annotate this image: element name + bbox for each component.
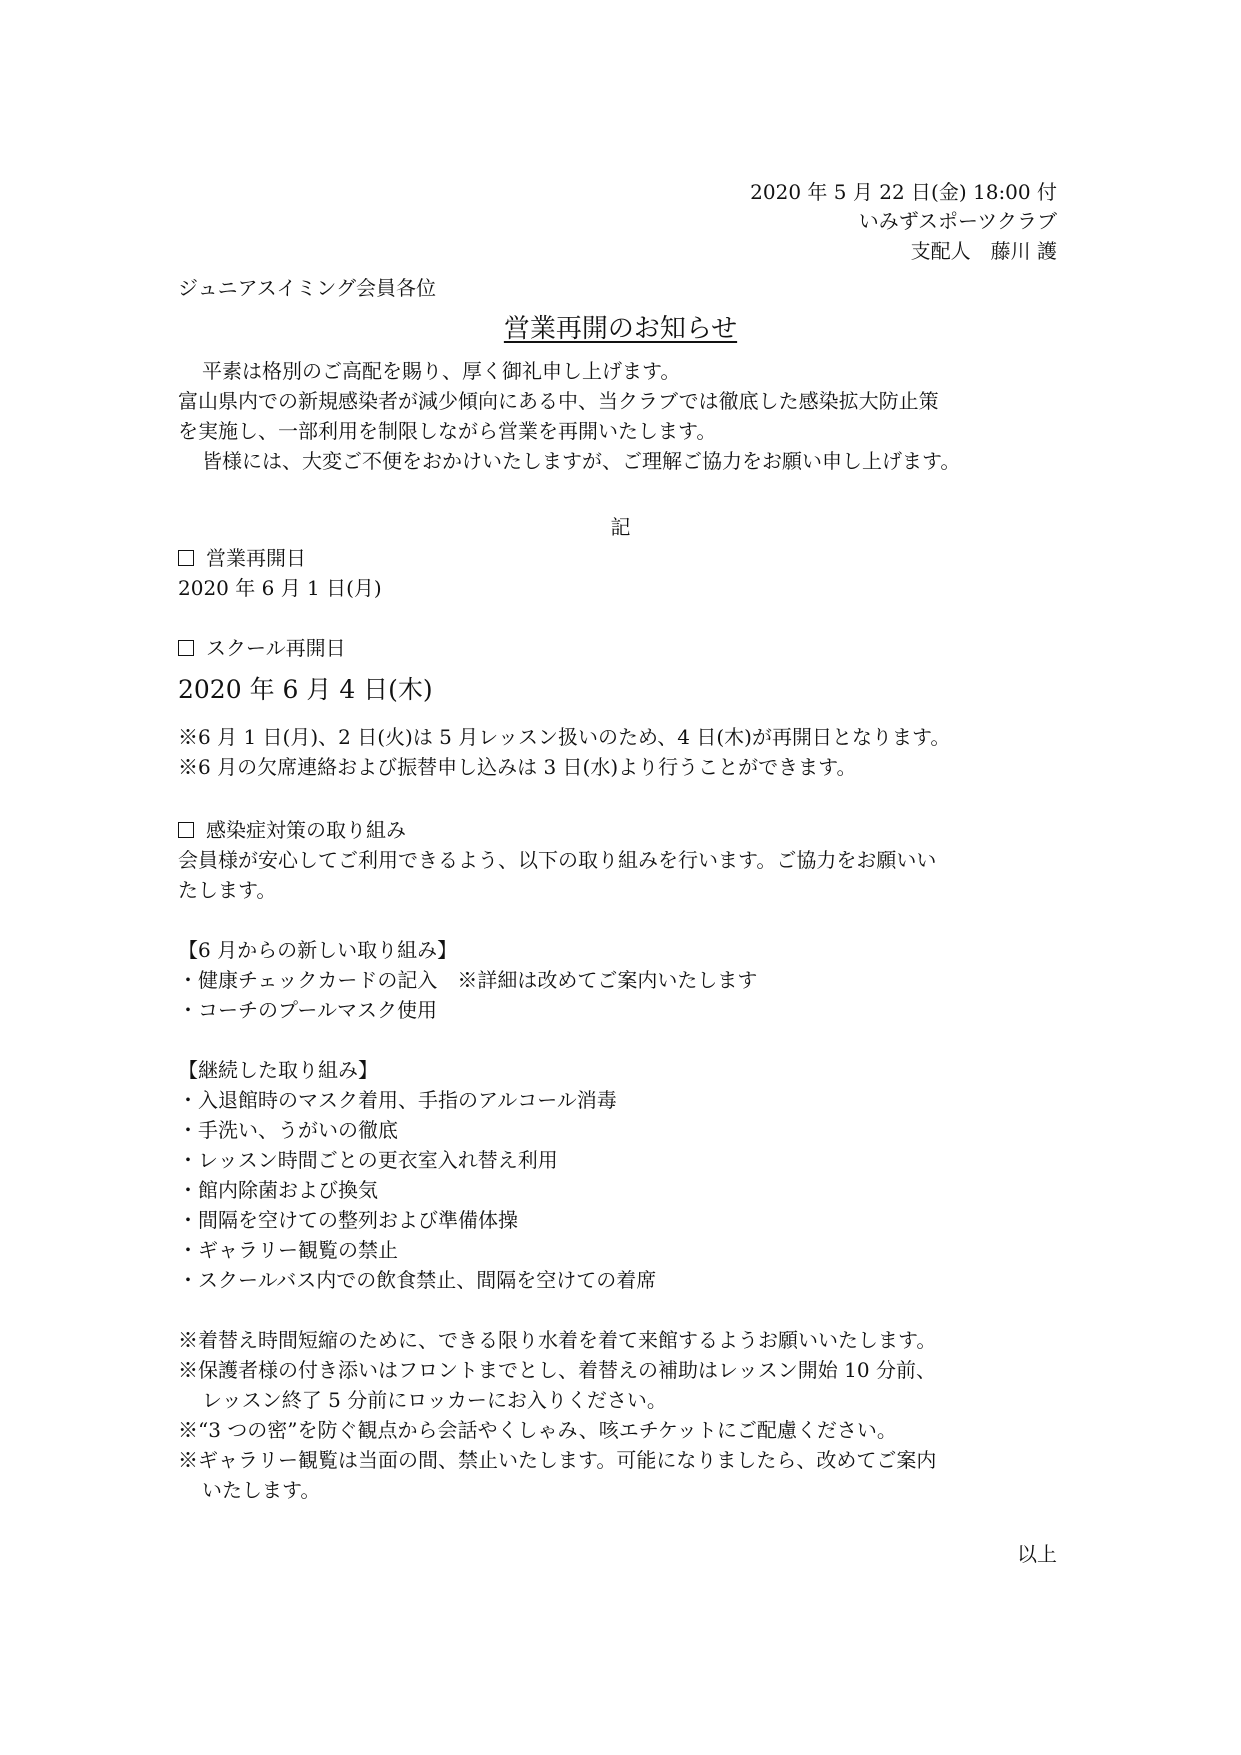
checkbox-icon [178, 550, 194, 566]
business-reopen-heading-label: 営業再開日 [206, 546, 306, 570]
new-measures-heading: 【6 月からの新しい取り組み】 [178, 938, 458, 962]
list-item: ・ギャラリー観覧の禁止 [178, 1238, 398, 1262]
measures-desc: 会員様が安心してご利用できるよう、以下の取り組みを行います。ご協力をお願いい [178, 848, 937, 872]
measures-heading [178, 816, 406, 844]
school-reopen-date: 2020 年 6 月 4 日(木) [178, 675, 433, 704]
checkbox-icon [178, 822, 194, 838]
checkbox-icon [178, 640, 194, 656]
school-note: ※6 月 1 日(月)、2 日(火)は 5 月レッスン扱いのため、4 日(木)が再開日となります。 [178, 725, 951, 749]
intro-line: 富山県内での新規感染者が減少傾向にある中、当クラブでは徹底した感染拡大防止策 [178, 389, 939, 413]
addressee: ジュニアスイミング会員各位 [178, 276, 436, 300]
list-item: ・レッスン時間ごとの更衣室入れ替え利用 [178, 1148, 558, 1172]
list-item: ・間隔を空けての整列および準備体操 [178, 1208, 518, 1232]
issue-date: 2020 年 5 月 22 日(金) 18:00 付 [750, 180, 1057, 204]
list-item: ・入退館時のマスク着用、手指のアルコール消毒 [178, 1088, 617, 1112]
measures-desc: たします。 [178, 878, 277, 902]
footnote: いたします。 [202, 1478, 321, 1502]
school-note: ※6 月の欠席連絡および振替申し込みは 3 日(水)より行うことができます。 [178, 755, 857, 779]
manager-name: 支配人 藤川 護 [910, 239, 1057, 263]
document-title: 営業再開のお知らせ [503, 314, 738, 344]
list-item: ・健康チェックカードの記入 ※詳細は改めてご案内いたします [178, 968, 758, 992]
school-reopen-heading-label: スクール再開日 [206, 636, 346, 660]
list-item: ・コーチのプールマスク使用 [178, 998, 437, 1022]
ki-marker: 記 [610, 515, 631, 539]
business-reopen-date: 2020 年 6 月 1 日(月) [178, 576, 382, 600]
organization-name: いみずスポーツクラブ [858, 209, 1057, 233]
footnote: ※保護者様の付き添いはフロントまでとし、着替えの補助はレッスン開始 10 分前、 [178, 1358, 936, 1382]
footnote: ※着替え時間短縮のために、できる限り水着を着て来館するようお願いいたします。 [178, 1328, 937, 1352]
continued-measures-heading: 【継続した取り組み】 [178, 1058, 378, 1082]
list-item: ・手洗い、うがいの徹底 [178, 1118, 398, 1142]
business-reopen-heading [178, 544, 306, 572]
list-item: ・館内除菌および換気 [178, 1178, 378, 1202]
intro-line: 平素は格別のご高配を賜り、厚く御礼申し上げます。 [202, 359, 681, 383]
footnote: レッスン終了 5 分前にロッカーにお入りください。 [202, 1388, 667, 1412]
footnote: ※ギャラリー観覧は当面の間、禁止いたします。可能になりましたら、改めてご案内 [178, 1448, 937, 1472]
school-reopen-heading [178, 634, 346, 662]
intro-line: 皆様には、大変ご不便をおかけいたしますが、ご理解ご協力をお願い申し上げます。 [202, 449, 961, 473]
closing-mark: 以上 [1017, 1542, 1057, 1566]
intro-line: を実施し、一部利用を制限しながら営業を再開いたします。 [178, 419, 717, 443]
list-item: ・スクールバス内での飲食禁止、間隔を空けての着席 [178, 1268, 657, 1292]
measures-heading-label: 感染症対策の取り組み [206, 818, 406, 842]
footnote: ※“3 つの密”を防ぐ観点から会話やくしゃみ、咳エチケットにご配慮ください。 [178, 1418, 897, 1442]
